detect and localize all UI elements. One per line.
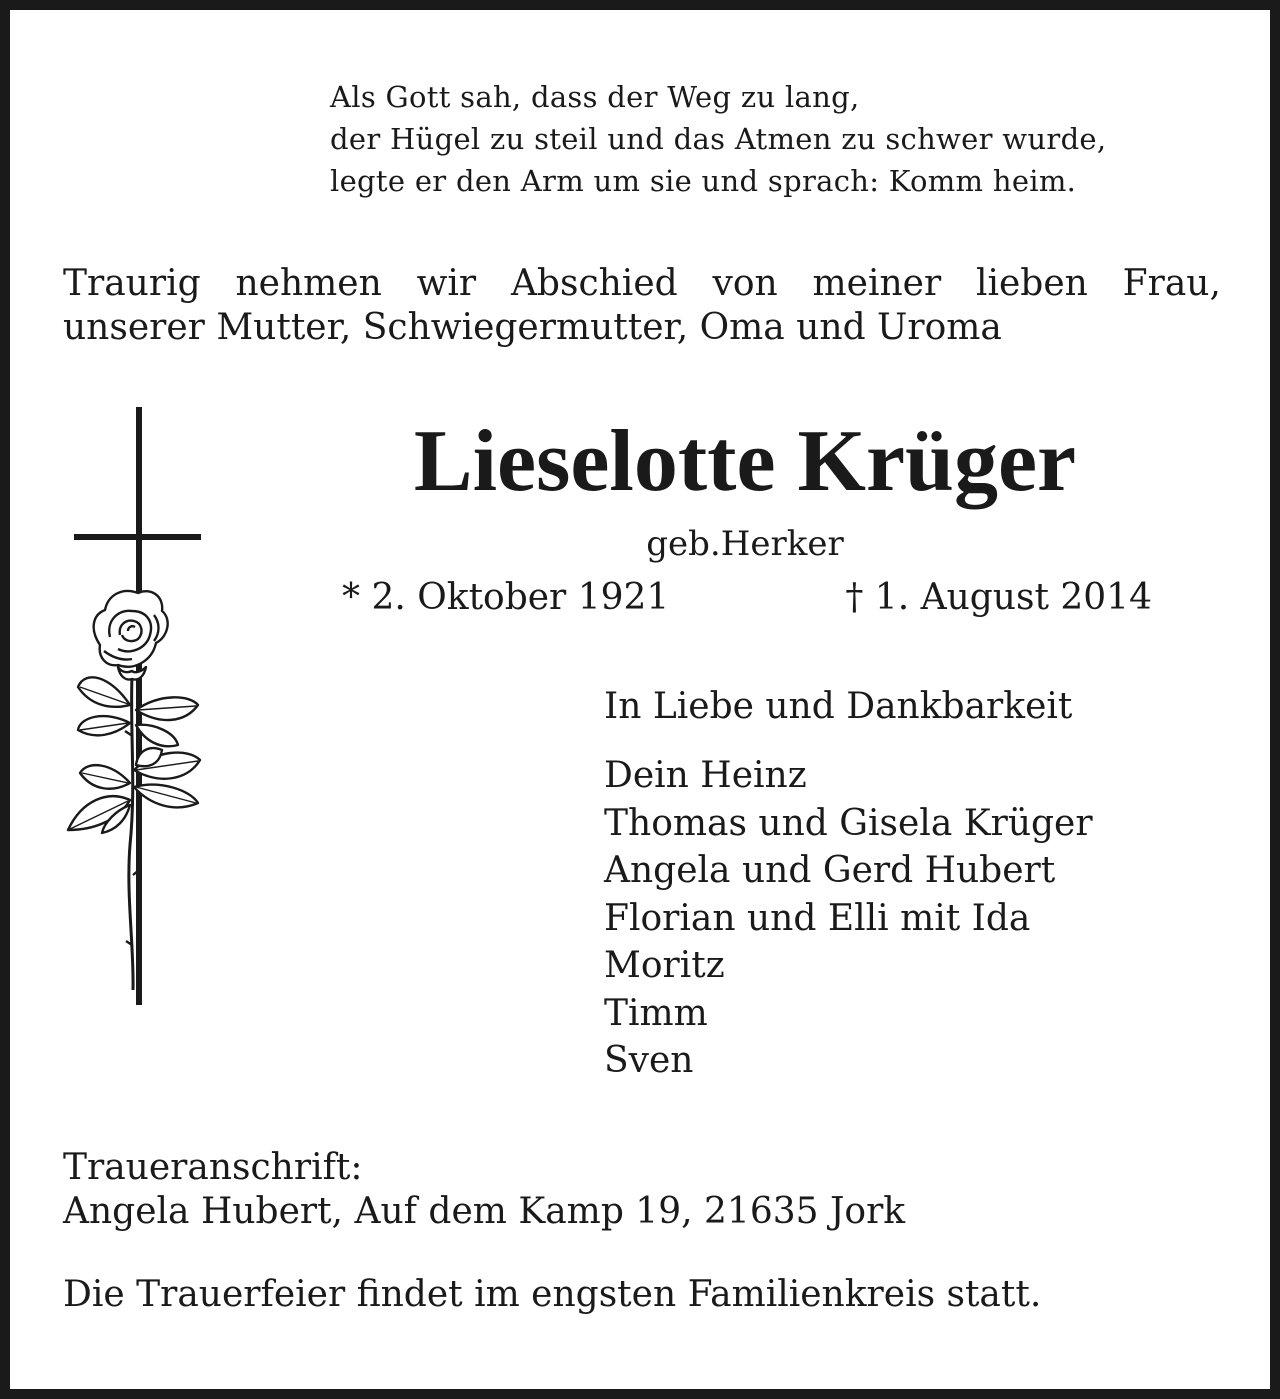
family-list [604,752,1093,1085]
poem-line: Als Gott sah, dass der Weg zu lang, [330,80,860,114]
address-line: Angela Hubert, Auf dem Kamp 19, 21635 Jork [63,1191,906,1232]
family-member: Thomas und Gisela Krüger [604,802,1093,844]
family-member: Moritz [604,945,725,986]
family-member: Florian und Elli mit Ida [604,897,1031,939]
thanks-line: In Liebe und Dankbarkeit [604,686,1073,727]
family-member: Angela und Gerd Hubert [604,850,1056,891]
deceased-name: Lieselotte Krüger [413,413,1077,510]
death-date: † 1. August 2014 [845,577,1152,618]
intro-line-1 [63,262,1221,306]
rose-icon [68,591,200,990]
intro-word: Frau, [1122,263,1221,304]
family-member: Timm [604,992,708,1034]
intro-word: meiner [812,263,942,304]
intro-word: wir [416,263,477,304]
ceremony-note: Die Trauerfeier findet im engsten Familienkreis statt. [63,1274,1042,1315]
cross-rose-illustration [60,405,220,1010]
intro-word: nehmen [235,263,382,304]
address-label: Traueranschrift: [63,1147,363,1188]
life-dates [342,575,1152,621]
intro-text [63,262,1221,350]
intro-word: lieben [975,263,1088,304]
family-member: Sven [604,1040,694,1081]
family-member: Dein Heinz [604,755,807,796]
intro-word: von [712,263,778,304]
intro-word: Abschied [510,263,678,304]
intro-line-2: unserer Mutter, Schwiegermutter, Oma und Uroma [63,307,1002,348]
poem-line: der Hügel zu steil und das Atmen zu schwer wurde, [330,122,1107,156]
birth-date: * 2. Oktober 1921 [342,577,670,618]
poem [330,76,1230,202]
maiden-name: geb.Herker [646,524,844,564]
intro-word: Traurig [63,263,201,304]
poem-line: legte er den Arm um sie und sprach: Komm heim. [330,164,1077,198]
mourning-address [63,1146,905,1234]
